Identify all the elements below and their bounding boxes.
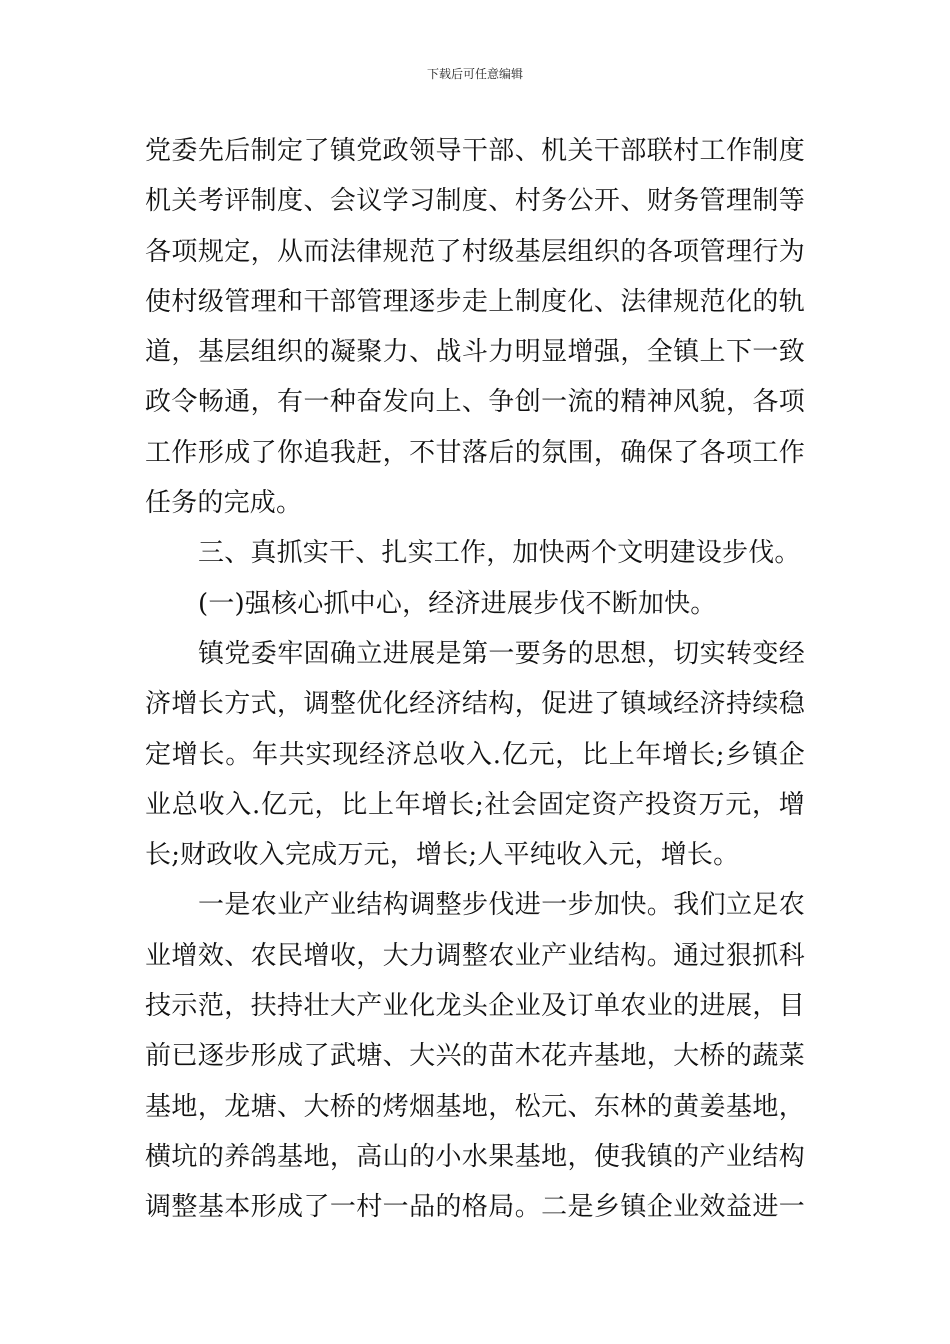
paragraph-line: 调整基本形成了一村一品的格局。二是乡镇企业效益进一: [145, 1192, 805, 1223]
paragraph-line: 横坑的养鸽基地，高山的小水果基地，使我镇的产业结构: [145, 1141, 805, 1172]
paragraph-line: 道，基层组织的凝聚力、战斗力明显增强，全镇上下一致: [145, 337, 805, 368]
paragraph-line: 机关考评制度、会议学习制度、村务公开、财务管理制等: [145, 186, 805, 217]
section-heading: 三、真抓实干、扎实工作，加快两个文明建设步伐。: [198, 538, 801, 569]
paragraph-line: 镇党委牢固确立进展是第一要务的思想，切实转变经: [198, 638, 805, 669]
paragraph-line: 技示范，扶持壮大产业化龙头企业及订单农业的进展，目: [145, 991, 805, 1022]
paragraph-line: 定增长。年共实现经济总收入.亿元，比上年增长;乡镇企: [145, 739, 805, 770]
paragraph-line: 政令畅通，有一种奋发向上、争创一流的精神风貌，各项: [145, 387, 805, 418]
paragraph-line: 任务的完成。: [145, 488, 303, 519]
paragraph-line: 党委先后制定了镇党政领导干部、机关干部联村工作制度: [145, 136, 805, 166]
paragraph-line: 前已逐步形成了武塘、大兴的苗木花卉基地，大桥的蔬菜: [145, 1041, 805, 1072]
document-body: [145, 126, 805, 1233]
paragraph-line: 使村级管理和干部管理逐步走上制度化、法律规范化的轨: [145, 286, 805, 317]
page-header-note: 下载后可任意编辑: [426, 67, 523, 81]
paragraph-line: 工作形成了你追我赶，不甘落后的氛围，确保了各项工作: [145, 437, 805, 468]
paragraph-line: 业总收入.亿元，比上年增长;社会固定资产投资万元，增: [145, 789, 805, 820]
paragraph-line: 基地，龙塘、大桥的烤烟基地，松元、东林的黄姜基地，: [145, 1091, 805, 1122]
paragraph-line: 长;财政收入完成万元，增长;人平纯收入元，增长。: [145, 840, 740, 871]
subsection-heading: (一)强核心抓中心，经济进展步伐不断加快。: [198, 588, 717, 619]
paragraph-line: 各项规定，从而法律规范了村级基层组织的各项管理行为: [145, 236, 805, 267]
paragraph-line: 济增长方式，调整优化经济结构，促进了镇域经济持续稳: [145, 689, 805, 720]
paragraph-line: 业增效、农民增收，大力调整农业产业结构。通过狠抓科: [145, 940, 805, 971]
paragraph-line: 一是农业产业结构调整步伐进一步加快。我们立足农: [198, 890, 805, 921]
